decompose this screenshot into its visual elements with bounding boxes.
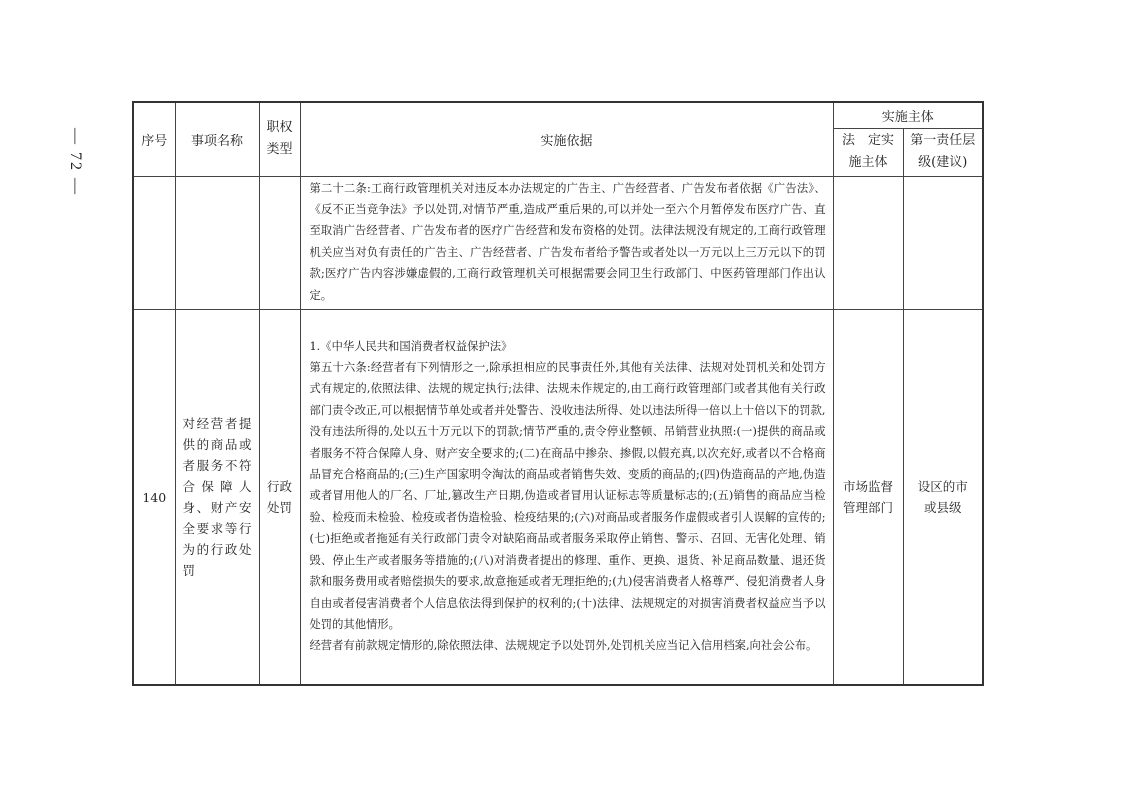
header-subject: 实施主体 — [833, 102, 983, 128]
cell-power-type — [259, 176, 300, 309]
header-item-name: 事项名称 — [175, 102, 259, 176]
cell-power-type: 行政处罚 — [259, 309, 300, 685]
header-basis: 实施依据 — [300, 102, 833, 176]
power-list-table — [132, 101, 984, 686]
cell-basis — [300, 309, 833, 685]
header-legal-subject: 法 定实施主体 — [833, 128, 903, 176]
basis-note: 经营者有前款规定情形的,除依照法律、法规规定予以处罚外,处罚机关应当记入信用档案,向社会公布。 — [309, 639, 818, 653]
cell-legal-subject — [833, 176, 903, 309]
cell-first-level — [903, 176, 983, 309]
basis-text: 第二十二条:工商行政管理机关对违反本办法规定的广告主、广告经营者、广告发布者依据《广告法》、《反不正当竞争法》予以处罚,对情节严重,造成严重后果的,可以并处一至六个月暂停发布医疗广告、直至取消广告经营者、广告发布者的医疗广告经营和发布资格的处罚。法律法规没有规定的,工商行政管理机关应当对负有责任的广告主、广告经营者、广告发布者给予警告或者处以一万元以上三万元以下的罚款;医疗广告内容涉嫌虚假的,工商行政管理机关可根据需要会同卫生行政部门、中医药管理部门作出认定。 — [309, 181, 826, 302]
cell-basis — [300, 176, 833, 309]
header-first-level: 第一责任层级(建议) — [903, 128, 983, 176]
cell-seq: 140 — [133, 309, 175, 685]
basis-law-title: 1.《中华人民共和国消费者权益保护法》 — [309, 339, 513, 353]
cell-item-name — [175, 176, 259, 309]
basis-article: 第五十六条:经营者有下列情形之一,除承担相应的民事责任外,其他有关法律、法规对处罚机关和处罚方式有规定的,依照法律、法规的规定执行;法律、法规未作规定的,由工商行政管理部门或者其他有关行政部门责令改正,可以根据情节单处或者并处警告、没收违法所得、处以违法所得一倍以上十倍以下的罚款,没有违法所得的,处以五十万元以下的罚款;情节严重的,责令停业整顿、吊销营业执照:(一)提供的商品或者服务不符合保障人身、财产安全要求的;(二)在商品中掺杂、掺假,以假充真,以次充好,或者以不合格商品冒充合格商品的;(三)生产国家明令淘汰的商品或者销售失效、变质的商品的;(四)伪造商品的产地,伪造或者冒用他人的厂名、厂址,篡改生产日期,伪造或者冒用认证标志等质量标志的;(五)销售的商品应当检验、检疫而未检验、检疫或者伪造检验、检疫结果的;(六)对商品或者服务作虚假或者引人误解的宣传的;(七)拒绝或者拖延有关行政部门责令对缺陷商品或者服务采取停止销售、警示、召回、无害化处理、销毁、停止生产或者服务等措施的;(八)对消费者提出的修理、重作、更换、退货、补足商品数量、退还货款和服务费用或者赔偿损失的要求,故意拖延或者无理拒绝的;(九)侵害消费者人格尊严、侵犯消费者人身自由或者侵害消费者个人信息依法得到保护的权利的;(十)法律、法规规定的对损害消费者权益应当予以处罚的其他情形。 — [309, 361, 826, 631]
header-seq: 序号 — [133, 102, 175, 176]
cell-item-name: 对经营者提供的商品或者服务不符合保障人身、财产安全要求等行为的行政处罚 — [175, 309, 259, 685]
cell-seq — [133, 176, 175, 309]
table-row — [133, 309, 983, 685]
page-number: — 72 — — [67, 128, 84, 196]
header-power-type: 职权类型 — [259, 102, 300, 176]
cell-legal-subject: 市场监督管理部门 — [833, 309, 903, 685]
table-row — [133, 176, 983, 309]
cell-first-level: 设区的市或县级 — [903, 309, 983, 685]
